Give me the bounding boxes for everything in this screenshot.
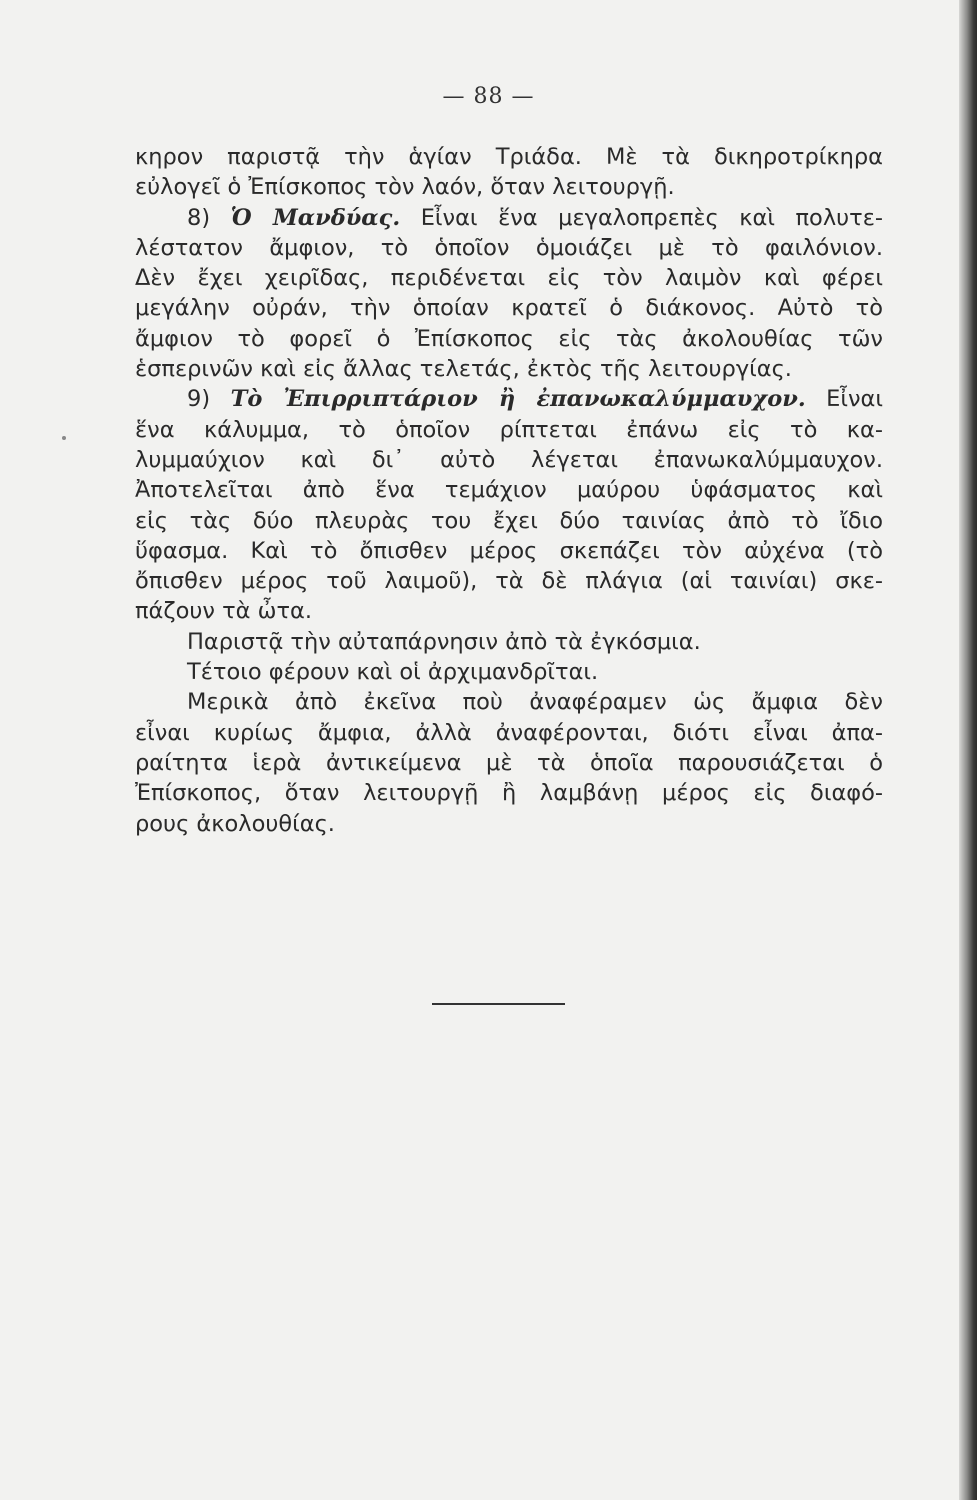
end-rule	[432, 1003, 565, 1005]
text-line: Μερικὰ ἀπὸ ἐκεῖνα ποὺ ἀναφέραμεν ὡς ἄμφια δὲν	[187, 689, 883, 716]
text-line: εὐλογεῖ ὁ Ἐπίσκοπος τὸν λαόν, ὅταν λειτουργῇ.	[135, 174, 675, 201]
page-edge-shadow	[959, 0, 977, 1500]
text-line	[135, 203, 883, 233]
line-text: Εἶναι	[805, 386, 883, 413]
text-line: κηρον παριστᾷ τὴν ἁγίαν Τριάδα. Μὲ τὰ δικηροτρίκηρα	[135, 144, 883, 170]
text-line: λέστατον ἄμφιον, τὸ ὁποῖον ὁμοιάζει μὲ τὸ φαιλόνιον.	[135, 234, 883, 261]
page-number: — 88 —	[442, 84, 535, 109]
item-heading: Τὸ Ἐπιρριπτάριον ἢ ἐπανωκαλύμμαυχον.	[230, 386, 806, 413]
text-line	[135, 384, 883, 414]
text-line: εἰς τὰς δύο πλευρὰς του ἔχει δύο ταινίας ἀπὸ τὸ ἴδιο	[135, 507, 883, 534]
item-number: 9)	[187, 386, 231, 413]
text-line: ρους ἀκολουθίας.	[135, 810, 335, 837]
text-line: ὕφασμα. Καὶ τὸ ὄπισθεν μέρος σκεπάζει τὸν αὐχένα (τὸ	[135, 537, 883, 564]
text-line: πάζουν τὰ ὦτα.	[135, 598, 313, 625]
text-line: ὄπισθεν μέρος τοῦ λαιμοῦ), τὰ δὲ πλάγια (αἱ ταινίαι) σκε-	[135, 568, 883, 595]
text-line: ἕνα κάλυμμα, τὸ ὁποῖον ρίπτεται ἐπάνω εἰς τὸ κα-	[135, 416, 883, 443]
text-line: ἑσπερινῶν καὶ εἰς ἄλλας τελετάς, ἐκτὸς τῆς λειτουργίας.	[135, 356, 792, 383]
item-number: 8)	[187, 204, 231, 231]
body-text	[135, 142, 883, 839]
text-line: λυμμαύχιον καὶ δι᾽ αὐτὸ λέγεται ἐπανωκαλύμμαυχον.	[135, 446, 883, 473]
text-line: Δὲν ἔχει χειρῖδας, περιδένεται εἰς τὸν λαιμὸν καὶ φέρει	[135, 265, 883, 292]
text-line: Ἀποτελεῖται ἀπὸ ἕνα τεμάχιον μαύρου ὑφάσματος καὶ	[135, 477, 883, 504]
text-line: ἄμφιον τὸ φορεῖ ὁ Ἐπίσκοπος εἰς τὰς ἀκολουθίας τῶν	[135, 325, 883, 352]
line-text: Εἶναι ἕνα μεγαλοπρεπὲς καὶ πολυτε-	[400, 204, 883, 231]
item-heading: Ὁ Μανδύας.	[230, 204, 401, 231]
text-line: Τέτοιο φέρουν καὶ οἱ ἀρχιμανδρῖται.	[187, 659, 599, 686]
text-line: εἶναι κυρίως ἄμφια, ἀλλὰ ἀναφέρονται, διότι εἶναι ἀπα-	[135, 719, 883, 746]
text-line: ραίτητα ἱερὰ ἀντικείμενα μὲ τὰ ὁποῖα παρουσιάζεται ὁ	[135, 749, 883, 776]
paper-speck	[62, 436, 66, 440]
text-line: Ἐπίσκοπος, ὅταν λειτουργῇ ἢ λαμβάνῃ μέρος εἰς διαφό-	[135, 780, 883, 807]
text-line: μεγάλην οὐράν, τὴν ὁποίαν κρατεῖ ὁ διάκονος. Αὐτὸ τὸ	[135, 295, 883, 322]
text-line: Παριστᾷ τὴν αὐταπάρνησιν ἀπὸ τὰ ἐγκόσμια.	[187, 628, 701, 655]
